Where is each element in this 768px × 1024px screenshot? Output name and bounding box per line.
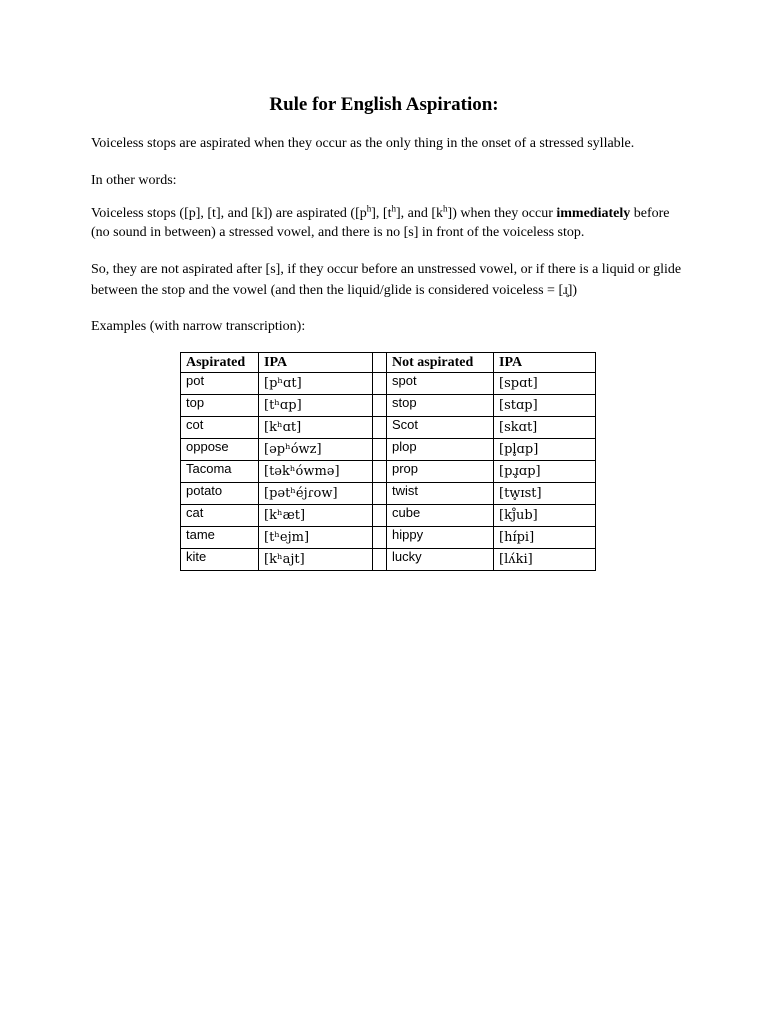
table-row	[181, 439, 596, 461]
aspirated-word: kite	[181, 549, 259, 571]
aspirated-word: Tacoma	[181, 461, 259, 483]
table-row	[181, 373, 596, 395]
aspirated-ipa: [kʰajt]	[259, 549, 373, 571]
spacer-cell	[373, 505, 387, 527]
aspiration-superscript: h	[443, 203, 448, 214]
aspirated-ipa: [pʰɑt]	[259, 373, 373, 395]
aspirated-word: top	[181, 395, 259, 417]
unaspirated-word: cube	[387, 505, 494, 527]
unaspirated-word: lucky	[387, 549, 494, 571]
explanation-text-b: ], [t	[371, 206, 392, 221]
table-row	[181, 527, 596, 549]
spacer-cell	[373, 373, 387, 395]
table-row	[181, 483, 596, 505]
aspirated-word: potato	[181, 483, 259, 505]
unaspirated-ipa: [pl̥ɑp]	[494, 439, 596, 461]
unaspirated-word: Scot	[387, 417, 494, 439]
aspiration-superscript: h	[391, 203, 396, 214]
explanation-text-d: ]) when they occur	[447, 206, 557, 221]
table-header-row	[181, 353, 596, 373]
unaspirated-word: plop	[387, 439, 494, 461]
aspirated-ipa: [əpʰówz]	[259, 439, 373, 461]
spacer-cell	[373, 461, 387, 483]
unaspirated-ipa: [kj̊ub]	[494, 505, 596, 527]
explanation-text-c: ], and [k	[395, 206, 444, 221]
unaspirated-word: prop	[387, 461, 494, 483]
header-spacer	[373, 353, 387, 373]
header-aspirated: Aspirated	[181, 353, 259, 373]
table-row	[181, 395, 596, 417]
table-body	[181, 373, 596, 571]
paragraph-exceptions: So, they are not aspirated after [s], if they occur before an unstressed vowel, or if there is a liquid or glide between the stop and the vowel (and then the liquid/glide is considered voiceless = [ɹ̥])	[91, 262, 682, 298]
header-ipa: IPA	[494, 353, 596, 373]
unaspirated-ipa: [hɪ́pi]	[494, 527, 596, 549]
examples-table	[180, 352, 596, 571]
unaspirated-ipa: [pɹ̥ɑp]	[494, 461, 596, 483]
unaspirated-ipa: [tw̥ɪst]	[494, 483, 596, 505]
unaspirated-ipa: [skɑt]	[494, 417, 596, 439]
paragraph-in-other-words: In other words:	[91, 173, 177, 188]
explanation-text-a: Voiceless stops ([p], [t], and [k]) are aspirated ([p	[91, 206, 367, 221]
aspirated-ipa: [kʰæt]	[259, 505, 373, 527]
aspirated-word: cat	[181, 505, 259, 527]
unaspirated-word: spot	[387, 373, 494, 395]
spacer-cell	[373, 549, 387, 571]
unaspirated-ipa: [lʌ́ki]	[494, 549, 596, 571]
paragraph-examples-intro: Examples (with narrow transcription):	[91, 319, 306, 334]
page-title: Rule for English Aspiration:	[269, 94, 499, 115]
aspirated-ipa: [təkʰówmə]	[259, 461, 373, 483]
aspiration-superscript: h	[366, 203, 372, 214]
spacer-cell	[373, 483, 387, 505]
spacer-cell	[373, 527, 387, 549]
table-row	[181, 417, 596, 439]
unaspirated-word: hippy	[387, 527, 494, 549]
aspirated-word: oppose	[181, 439, 259, 461]
aspirated-word: tame	[181, 527, 259, 549]
explanation-text-e: before (no sound in between) a stressed vowel, and there is no [s] in front of the voiceless stop.	[91, 206, 670, 240]
paragraph-explanation	[91, 204, 691, 242]
aspirated-ipa: [kʰɑt]	[259, 417, 373, 439]
unaspirated-ipa: [stɑp]	[494, 395, 596, 417]
header-not-aspirated: Not aspirated	[387, 353, 494, 373]
aspirated-word: cot	[181, 417, 259, 439]
header-ipa: IPA	[259, 353, 373, 373]
table-row	[181, 549, 596, 571]
unaspirated-word: stop	[387, 395, 494, 417]
spacer-cell	[373, 439, 387, 461]
table-row	[181, 505, 596, 527]
aspirated-ipa: [tʰɑp]	[259, 395, 373, 417]
paragraph-rule: Voiceless stops are aspirated when they occur as the only thing in the onset of a stressed syllable.	[91, 136, 635, 151]
table-row	[181, 461, 596, 483]
aspirated-ipa: [tʰejm]	[259, 527, 373, 549]
aspirated-word: pot	[181, 373, 259, 395]
spacer-cell	[373, 417, 387, 439]
unaspirated-word: twist	[387, 483, 494, 505]
emphasis-immediately: immediately	[556, 206, 631, 221]
unaspirated-ipa: [spɑt]	[494, 373, 596, 395]
spacer-cell	[373, 395, 387, 417]
aspirated-ipa: [pətʰéjɾow]	[259, 483, 373, 505]
